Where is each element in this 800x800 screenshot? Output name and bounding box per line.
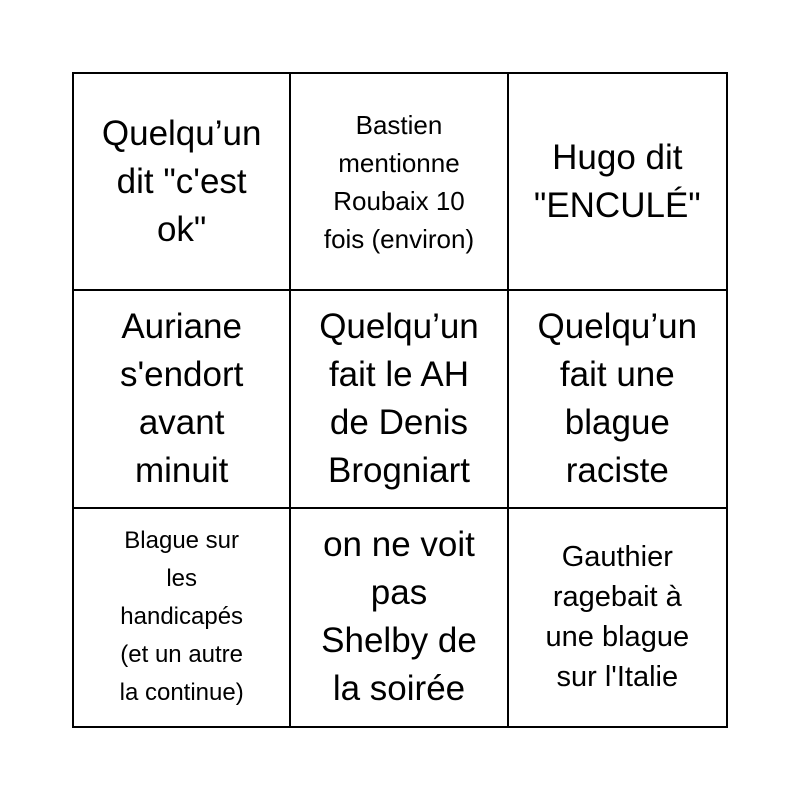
bingo-cell-3[interactable] — [509, 74, 726, 291]
bingo-cell-text: Blague sur les handicapés (et un autre la continue) — [119, 527, 244, 707]
bingo-cell-5[interactable] — [291, 291, 508, 508]
bingo-cell-2[interactable] — [291, 74, 508, 291]
bingo-cell-text: Quelqu’un fait le AH de Denis Brogniart — [319, 306, 479, 490]
bingo-cell-7[interactable] — [74, 509, 291, 726]
bingo-cell-9[interactable] — [509, 509, 726, 726]
bingo-cell-text: Gauthier ragebait à une blague sur l'Italie — [545, 541, 690, 694]
bingo-cell-4[interactable] — [74, 291, 291, 508]
bingo-cell-text: Bastien mentionne Roubaix 10 fois (environ) — [323, 109, 475, 254]
bingo-card — [72, 72, 728, 728]
bingo-cell-text: Quelqu’un dit "c'est ok" — [101, 113, 262, 249]
bingo-cell-8[interactable] — [291, 509, 508, 726]
bingo-cell-1[interactable] — [74, 74, 291, 291]
bingo-cell-text: Auriane s'endort avant minuit — [119, 306, 244, 490]
bingo-cell-text: Quelqu’un fait une blague raciste — [537, 306, 698, 490]
bingo-cell-text: on ne voit pas Shelby de la soirée — [321, 525, 477, 709]
bingo-cell-text: Hugo dit "ENCULÉ" — [533, 137, 701, 225]
bingo-cell-6[interactable] — [509, 291, 726, 508]
